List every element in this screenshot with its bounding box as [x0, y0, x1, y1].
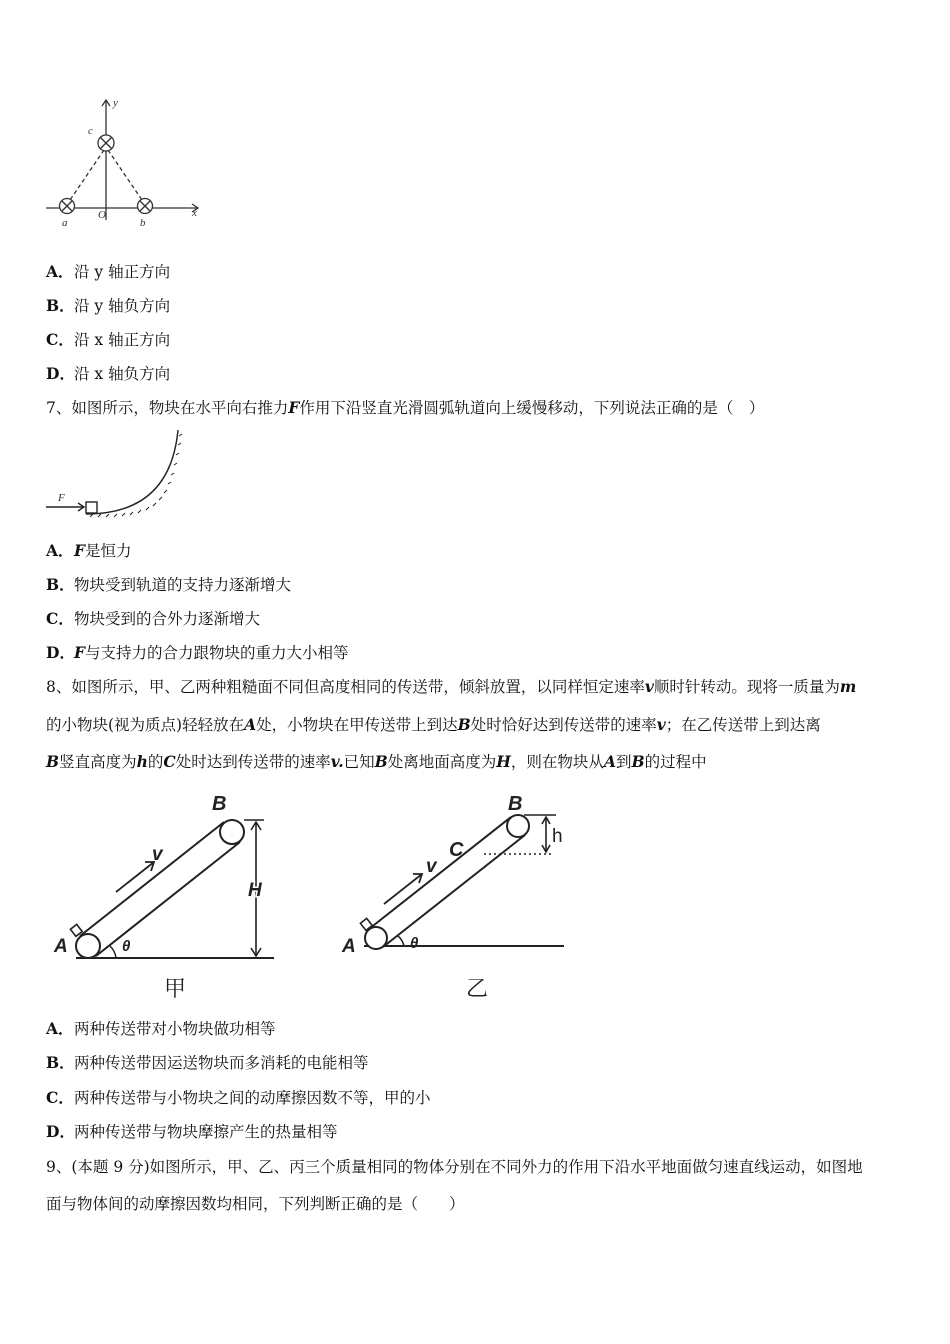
- wire-a-icon: [60, 199, 75, 214]
- left-caption: 甲: [164, 976, 187, 1001]
- right-label-theta: θ: [410, 935, 419, 952]
- left-label-v: v: [152, 844, 163, 865]
- left-label-A: A: [54, 936, 68, 957]
- q8-stem-line1: 8、如图所示，甲、乙两种粗糙面不同但高度相同的传送带，倾斜放置，以同样恒定速率v顺时针转动。现将一质量为m: [46, 677, 857, 696]
- left-label-B: B: [212, 793, 227, 815]
- dashed-line-ca: [70, 150, 104, 200]
- right-label-v: v: [426, 856, 437, 877]
- left-label-H: H: [248, 880, 262, 901]
- q7-option-a[interactable]: A．F是恒力: [46, 541, 132, 560]
- velocity-arrow-right: [384, 874, 422, 904]
- q8-option-c[interactable]: C．两种传送带与小物块之间的动摩擦因数不等，甲的小: [46, 1088, 431, 1107]
- q6-option-d[interactable]: D．沿 x 轴负方向: [46, 364, 171, 383]
- q6-figure: [40, 92, 210, 232]
- q6-option-b[interactable]: B．沿 y 轴负方向: [46, 296, 171, 315]
- q6-option-a[interactable]: A．沿 y 轴正方向: [46, 262, 171, 281]
- q8-stem-line3: B竖直高度为h的C处时达到传送带的速率v.已知B处离地面高度为H，则在物块从A到B的过程中: [46, 752, 707, 771]
- block: [86, 502, 97, 513]
- pulley-left-bottom: [76, 934, 100, 958]
- q7-stem: 7、如图所示，物块在水平向右推力F作用下沿竖直光滑圆弧轨道向上缓慢移动，下列说法正确的是（ ）: [46, 398, 765, 417]
- conveyor-left: [70, 820, 274, 958]
- q7-option-b[interactable]: B．物块受到轨道的支持力逐渐增大: [46, 575, 292, 594]
- q8-option-a[interactable]: A．两种传送带对小物块做功相等: [46, 1019, 276, 1038]
- q8-option-d[interactable]: D．两种传送带与物块摩擦产生的热量相等: [46, 1122, 338, 1141]
- dashed-line-cb: [108, 150, 142, 200]
- q9-stem-line2: 面与物体间的动摩擦因数均相同，下列判断正确的是（ ）: [46, 1195, 465, 1213]
- wire-b-icon: [138, 199, 153, 214]
- q8-figure: [44, 786, 604, 1006]
- x-axis-label: x: [192, 207, 197, 219]
- wire-a-label: a: [62, 217, 68, 229]
- left-label-theta: θ: [122, 938, 131, 955]
- velocity-arrow-left: [116, 862, 154, 892]
- wire-b-label: b: [140, 217, 146, 229]
- right-label-h: h: [552, 826, 563, 847]
- q9-stem-line1: 9、(本题 9 分)如图所示，甲、乙、丙三个质量相同的物体分别在不同外力的作用下沿水平地面做匀速直线运动，如图地: [46, 1158, 863, 1176]
- q8-option-b[interactable]: B．两种传送带因运送物块而多消耗的电能相等: [46, 1053, 369, 1072]
- wire-c-icon: [98, 135, 114, 151]
- q7-figure: [40, 426, 200, 522]
- q7-option-d[interactable]: D．F与支持力的合力跟物块的重力大小相等: [46, 643, 349, 662]
- q6-option-c[interactable]: C．沿 x 轴正方向: [46, 330, 171, 349]
- right-label-B: B: [508, 793, 523, 815]
- force-label: F: [58, 492, 65, 504]
- origin-label: O: [98, 209, 106, 221]
- q7-option-c[interactable]: C．物块受到的合外力逐渐增大: [46, 609, 261, 628]
- pulley-left-top: [220, 820, 244, 844]
- wire-c-label: c: [88, 125, 93, 137]
- q8-stem-line2: 的小物块(视为质点)轻轻放在A处，小物块在甲传送带上到达B处时恰好达到传送带的速率v；在乙传送带上到达离: [46, 715, 821, 734]
- arc-track: [86, 430, 178, 514]
- right-label-C: C: [449, 839, 464, 861]
- right-label-A: A: [342, 936, 356, 957]
- right-caption: 乙: [466, 976, 489, 1001]
- conveyor-right: [360, 815, 564, 949]
- y-axis-label: y: [113, 97, 118, 109]
- arc-hatch: [90, 434, 182, 517]
